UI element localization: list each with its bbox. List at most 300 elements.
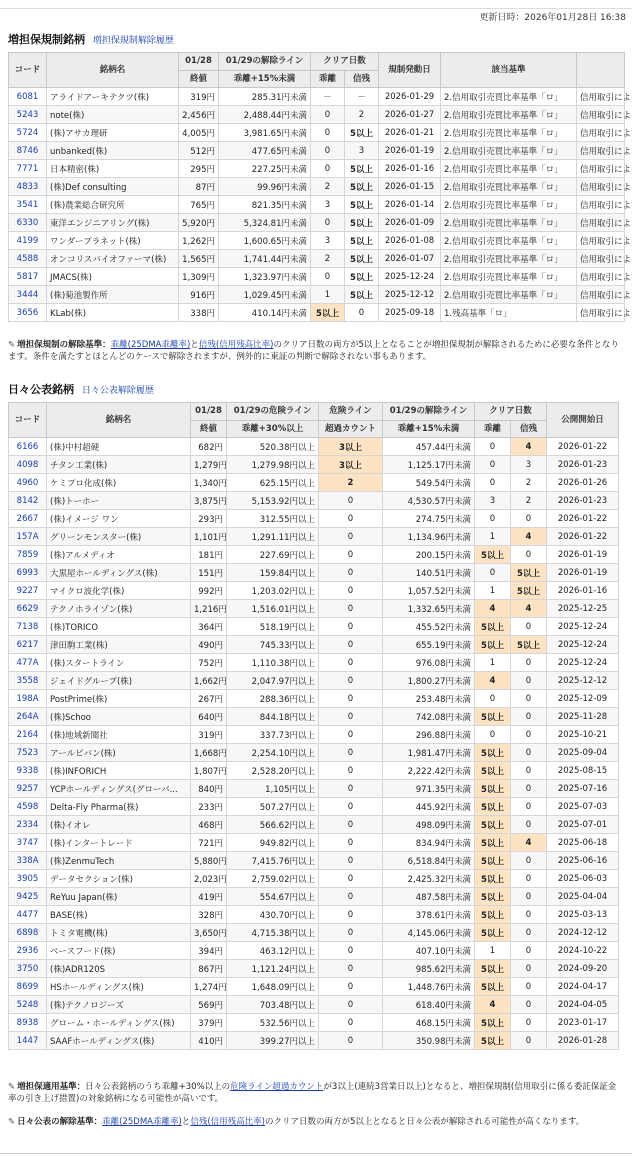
table-row (9, 510, 619, 528)
regulation-extra: 信用取引によ (577, 268, 625, 286)
clear-days-shinzan: 0 (511, 1032, 547, 1050)
clear-days-kairi: 5以上 (475, 816, 511, 834)
clear-days-kairi: 2 (311, 178, 345, 196)
stock-code-link[interactable]: 477A (9, 654, 47, 672)
table-row (9, 618, 619, 636)
publish-start-date: 2025-12-24 (547, 636, 619, 654)
clear-days-shinzan: 0 (511, 708, 547, 726)
stock-code-link[interactable]: 9257 (9, 780, 47, 798)
clear-days-shinzan: 4 (511, 528, 547, 546)
stock-name: note(株) (47, 106, 179, 124)
stock-code-link[interactable]: 2667 (9, 510, 47, 528)
daily-section-title (8, 381, 154, 397)
clear-days-kairi: 4 (475, 672, 511, 690)
stock-code-link[interactable]: 9425 (9, 888, 47, 906)
stock-name: (株)スタートライン (47, 654, 191, 672)
regulation-extra: 信用取引によ (577, 88, 625, 106)
table-row (9, 1014, 619, 1032)
col-count-cond: 超過カウント (319, 421, 383, 438)
clear-days-kairi: 0 (475, 510, 511, 528)
clear-days-kairi: 5以上 (475, 798, 511, 816)
danger-count: 0 (319, 600, 383, 618)
stock-name: ワンダープラネット(株) (47, 232, 179, 250)
danger-count: 0 (319, 708, 383, 726)
danger-line: 4,715.38円以上 (227, 924, 319, 942)
stock-code-link[interactable]: 7859 (9, 546, 47, 564)
release-line: 253.48円未満 (383, 690, 475, 708)
danger-count: 0 (319, 906, 383, 924)
col-start: 公開開始日 (547, 403, 619, 438)
clear-days-shinzan: 2 (511, 492, 547, 510)
clear-days-kairi: 0 (475, 564, 511, 582)
regulation-basis: 2.信用取引売買比率基準「ロ」 (441, 214, 577, 232)
stock-code-link[interactable]: 157A (9, 528, 47, 546)
stock-code-link[interactable]: 6217 (9, 636, 47, 654)
stock-code-link[interactable]: 5248 (9, 996, 47, 1014)
danger-count: 0 (319, 1032, 383, 1050)
table-row (9, 178, 625, 196)
regulation-basis: 2.信用取引売買比率基準「ロ」 (441, 268, 577, 286)
note2-link-kairi[interactable]: 乖離(25DMA乖離率) (102, 1117, 182, 1127)
clear-days-shinzan: 5以上 (345, 124, 379, 142)
publish-start-date: 2024-04-05 (547, 996, 619, 1014)
note-link-shinzan[interactable]: 信残(信用残高比率) (198, 340, 274, 350)
publish-start-date: 2026-01-22 (547, 510, 619, 528)
table-row (9, 1032, 619, 1050)
table-row (9, 870, 619, 888)
clear-days-kairi: 5以上 (475, 870, 511, 888)
close-price: 721円 (191, 834, 227, 852)
stock-code-link[interactable]: 5243 (9, 106, 47, 124)
release-line: 445.92円未満 (383, 798, 475, 816)
margin-table (8, 52, 632, 322)
publish-start-date: 2025-10-21 (547, 726, 619, 744)
regulation-extra: 信用取引によ (577, 286, 625, 304)
stock-code-link[interactable]: 4833 (9, 178, 47, 196)
clear-days-shinzan: － (345, 88, 379, 106)
clear-days-shinzan: 4 (511, 600, 547, 618)
col-release-cond: 乖離+15%未満 (383, 421, 475, 438)
note-link-kairi[interactable]: 乖離(25DMA乖離率) (110, 340, 191, 350)
publish-start-date: 2026-01-22 (547, 528, 619, 546)
stock-code-link[interactable]: 3656 (9, 304, 47, 322)
regulation-extra: 信用取引によ (577, 214, 625, 232)
clear-days-kairi: 0 (311, 160, 345, 178)
table-row (9, 564, 619, 582)
stock-code-link[interactable]: 2164 (9, 726, 47, 744)
clear-days-shinzan: 0 (511, 960, 547, 978)
clear-days-kairi: 5以上 (475, 906, 511, 924)
stock-name: (株)イオレ (47, 816, 191, 834)
release-line: 227.25円未満 (219, 160, 311, 178)
stock-code-link[interactable]: 8746 (9, 142, 47, 160)
clear-days-kairi: 5以上 (475, 744, 511, 762)
danger-count: 0 (319, 942, 383, 960)
stock-code-link[interactable]: 1447 (9, 1032, 47, 1050)
regulation-date: 2026-01-29 (379, 88, 441, 106)
clear-days-kairi: 5以上 (475, 978, 511, 996)
pencil-icon: ✎ (8, 1082, 16, 1092)
close-price: 3,650円 (191, 924, 227, 942)
clear-days-shinzan: 5以上 (511, 636, 547, 654)
clear-days-kairi: 3 (311, 196, 345, 214)
publish-start-date: 2026-01-19 (547, 564, 619, 582)
danger-line: 745.33円以上 (227, 636, 319, 654)
release-line: 742.08円未満 (383, 708, 475, 726)
table-row (9, 798, 619, 816)
danger-count: 3以上 (319, 438, 383, 456)
stock-name: 津田駒工業(株) (47, 636, 191, 654)
danger-line: 949.82円以上 (227, 834, 319, 852)
close-price: 1,101円 (191, 528, 227, 546)
stock-name: ジェイドグループ(株) (47, 672, 191, 690)
col-danger-line: 01/29の危険ライン (227, 403, 319, 421)
close-price: 1,216円 (191, 600, 227, 618)
col-clear-b: 信残 (511, 421, 547, 438)
regulation-date: 2026-01-15 (379, 178, 441, 196)
close-price: 267円 (191, 690, 227, 708)
stock-code-link[interactable]: 3747 (9, 834, 47, 852)
margin-release-note (8, 339, 624, 363)
danger-line: 2,254.10円以上 (227, 744, 319, 762)
clear-days-kairi: 1 (311, 286, 345, 304)
clear-days-kairi: 5以上 (475, 1032, 511, 1050)
stock-code-link[interactable]: 6993 (9, 564, 47, 582)
stock-name: (株)アルメディオ (47, 546, 191, 564)
stock-code-link[interactable]: 3541 (9, 196, 47, 214)
margin-title: 増担保規制銘柄 (8, 33, 85, 46)
table-row (9, 232, 625, 250)
regulation-date: 2026-01-07 (379, 250, 441, 268)
clear-days-kairi: 5以上 (475, 852, 511, 870)
table-row (9, 88, 625, 106)
stock-name: (株)ZenmuTech (47, 852, 191, 870)
danger-count: 0 (319, 888, 383, 906)
publish-start-date: 2025-07-16 (547, 780, 619, 798)
publish-start-date: 2025-04-04 (547, 888, 619, 906)
clear-days-shinzan: 0 (511, 888, 547, 906)
close-price: 151円 (191, 564, 227, 582)
table-row (9, 214, 625, 232)
note1-text-b: が3以上(連続3営業日以上)となると、増担保規制(信用取引に係る委託保証金率の引き上げ措置)の対象銘柄になる可能性が高いです。 (8, 1082, 617, 1104)
stock-code-link[interactable]: 8699 (9, 978, 47, 996)
table-row (9, 286, 625, 304)
stock-name: (株)テクノロジーズ (47, 996, 191, 1014)
publish-start-date: 2026-01-26 (547, 474, 619, 492)
stock-code-link[interactable]: 4477 (9, 906, 47, 924)
table-row (9, 582, 619, 600)
col-release-line: 01/29の解除ライン (383, 403, 475, 421)
publish-start-date: 2025-12-09 (547, 690, 619, 708)
stock-code-link[interactable]: 9227 (9, 582, 47, 600)
daily-release-note (8, 1116, 624, 1128)
regulation-date: 2025-12-24 (379, 268, 441, 286)
close-price: 2,023円 (191, 870, 227, 888)
stock-name: ベースフード(株) (47, 942, 191, 960)
publish-start-date: 2025-06-03 (547, 870, 619, 888)
danger-line: 430.70円以上 (227, 906, 319, 924)
release-line: 1,029.45円未満 (219, 286, 311, 304)
regulation-extra: 信用取引によ (577, 250, 625, 268)
release-line: 378.61円未満 (383, 906, 475, 924)
close-price: 181円 (191, 546, 227, 564)
col-danger-count: 危険ライン (319, 403, 383, 421)
close-price: 840円 (191, 780, 227, 798)
regulation-extra: 信用取引によ (577, 106, 625, 124)
release-line: 1,741.44円未満 (219, 250, 311, 268)
stock-name: YCPホールディングス(グローバ... (47, 780, 191, 798)
publish-start-date: 2025-12-12 (547, 672, 619, 690)
danger-count: 0 (319, 618, 383, 636)
close-price: 319円 (179, 88, 219, 106)
close-price: 867円 (191, 960, 227, 978)
danger-line: 2,528.20円以上 (227, 762, 319, 780)
close-price: 1,662円 (191, 672, 227, 690)
publish-start-date: 2024-04-17 (547, 978, 619, 996)
daily-table (8, 402, 619, 1050)
danger-count: 0 (319, 762, 383, 780)
publish-start-date: 2026-01-19 (547, 546, 619, 564)
clear-days-kairi: 5以上 (311, 304, 345, 322)
stock-code-link[interactable]: 7138 (9, 618, 47, 636)
clear-days-shinzan: 0 (511, 906, 547, 924)
close-price: 1,279円 (191, 456, 227, 474)
table-row (9, 268, 625, 286)
clear-days-shinzan: 0 (511, 654, 547, 672)
stock-code-link[interactable]: 4199 (9, 232, 47, 250)
publish-start-date: 2026-01-22 (547, 438, 619, 456)
stock-code-link[interactable]: 3750 (9, 960, 47, 978)
stock-code-link[interactable]: 6081 (9, 88, 47, 106)
clear-days-shinzan: 0 (511, 672, 547, 690)
stock-code-link[interactable]: 8938 (9, 1014, 47, 1032)
col-danger-cond: 乖離+30%以上 (227, 421, 319, 438)
clear-days-shinzan: 0 (511, 870, 547, 888)
danger-line: 337.73円以上 (227, 726, 319, 744)
note2-mid: と (181, 1117, 191, 1127)
clear-days-shinzan: 0 (511, 744, 547, 762)
stock-name: チタン工業(株) (47, 456, 191, 474)
stock-code-link[interactable]: 4960 (9, 474, 47, 492)
publish-start-date: 2024-10-22 (547, 942, 619, 960)
stock-code-link[interactable]: 6629 (9, 600, 47, 618)
close-price: 1,262円 (179, 232, 219, 250)
stock-name: (株)中村超硬 (47, 438, 191, 456)
release-line: 821.35円未満 (219, 196, 311, 214)
danger-line: 532.56円以上 (227, 1014, 319, 1032)
danger-line: 507.27円以上 (227, 798, 319, 816)
clear-days-kairi: 2 (311, 250, 345, 268)
clear-days-shinzan: 0 (511, 996, 547, 1014)
close-price: 419円 (191, 888, 227, 906)
clear-days-shinzan: 5以上 (511, 582, 547, 600)
clear-days-kairi: 4 (475, 996, 511, 1014)
clear-days-kairi: 5以上 (475, 708, 511, 726)
note-label: 増担保規制の解除基準： (17, 340, 111, 350)
danger-count: 0 (319, 510, 383, 528)
stock-name: Delta-Fly Pharma(株) (47, 798, 191, 816)
stock-name: 日本精密(株) (47, 160, 179, 178)
clear-days-kairi: 0 (475, 690, 511, 708)
release-line: 1,800.27円未満 (383, 672, 475, 690)
table-row (9, 978, 619, 996)
stock-code-link[interactable]: 2334 (9, 816, 47, 834)
stock-code-link[interactable]: 3444 (9, 286, 47, 304)
stock-code-link[interactable]: 5817 (9, 268, 47, 286)
clear-days-kairi: 5以上 (475, 546, 511, 564)
clear-days-shinzan: 0 (511, 978, 547, 996)
table-row (9, 250, 625, 268)
release-line: 1,981.47円未満 (383, 744, 475, 762)
close-price: 640円 (191, 708, 227, 726)
stock-name: unbanked(株) (47, 142, 179, 160)
stock-code-link[interactable]: 6330 (9, 214, 47, 232)
stock-code-link[interactable]: 4098 (9, 456, 47, 474)
danger-count: 0 (319, 852, 383, 870)
danger-count: 0 (319, 834, 383, 852)
danger-count: 0 (319, 870, 383, 888)
release-line: 487.58円未満 (383, 888, 475, 906)
stock-code-link[interactable]: 7771 (9, 160, 47, 178)
note2-link-shinzan[interactable]: 信残(信用残高比率) (190, 1117, 265, 1127)
danger-line: 518.19円以上 (227, 618, 319, 636)
col-release-cond: 乖離+15%未満 (219, 71, 311, 88)
stock-code-link[interactable]: 6166 (9, 438, 47, 456)
release-line: 140.51円未満 (383, 564, 475, 582)
table-row (9, 924, 619, 942)
close-price: 319円 (191, 726, 227, 744)
clear-days-kairi: 1 (475, 942, 511, 960)
clear-days-shinzan: 3 (511, 456, 547, 474)
clear-days-shinzan: 0 (511, 1014, 547, 1032)
margin-history-link[interactable]: 増担保規制解除履歴 (92, 36, 174, 46)
stock-name: (株)INFORICH (47, 762, 191, 780)
stock-code-link[interactable]: 2936 (9, 942, 47, 960)
col-price-close: 終値 (179, 71, 219, 88)
clear-days-shinzan: 4 (511, 438, 547, 456)
note-mid: と (190, 340, 199, 350)
clear-days-kairi: 1 (475, 654, 511, 672)
close-price: 1,274円 (191, 978, 227, 996)
stock-name: ケミプロ化成(株) (47, 474, 191, 492)
col-name: 銘柄名 (47, 53, 179, 88)
release-line: 410.14円未満 (219, 304, 311, 322)
stock-code-link[interactable]: 198A (9, 690, 47, 708)
close-price: 569円 (191, 996, 227, 1014)
danger-line: 1,203.02円以上 (227, 582, 319, 600)
danger-line: 554.67円以上 (227, 888, 319, 906)
margin-section-title (8, 31, 174, 47)
release-line: 99.96円未満 (219, 178, 311, 196)
danger-count: 0 (319, 996, 383, 1014)
daily-history-link[interactable]: 日々公表解除履歴 (81, 386, 154, 396)
table-row (9, 636, 619, 654)
regulation-extra: 信用取引によ (577, 124, 625, 142)
clear-days-kairi: 5以上 (475, 618, 511, 636)
clear-days-kairi: 5以上 (475, 780, 511, 798)
table-row (9, 726, 619, 744)
clear-days-shinzan: 5以上 (511, 564, 547, 582)
danger-line: 520.38円以上 (227, 438, 319, 456)
publish-start-date: 2025-09-04 (547, 744, 619, 762)
regulation-basis: 2.信用取引売買比率基準「ロ」 (441, 160, 577, 178)
clear-days-kairi: 5以上 (475, 636, 511, 654)
stock-code-link[interactable]: 6898 (9, 924, 47, 942)
stock-code-link[interactable]: 9338 (9, 762, 47, 780)
clear-days-shinzan: 0 (511, 690, 547, 708)
publish-start-date: 2026-01-16 (547, 582, 619, 600)
stock-code-link[interactable]: 3558 (9, 672, 47, 690)
clear-days-kairi: 3 (475, 492, 511, 510)
release-line: 2,488.44円未満 (219, 106, 311, 124)
release-line: 4,145.06円未満 (383, 924, 475, 942)
clear-days-kairi: 1 (475, 528, 511, 546)
stock-name: (株)アサカ理研 (47, 124, 179, 142)
updated-timestamp: 更新日時：2026年01月28日 16:38 (479, 13, 626, 23)
clear-days-kairi: 5以上 (475, 924, 511, 942)
release-line: 296.88円未満 (383, 726, 475, 744)
clear-days-kairi: 0 (311, 124, 345, 142)
clear-days-shinzan: 0 (511, 798, 547, 816)
stock-name: (株)地域新聞社 (47, 726, 191, 744)
close-price: 1,668円 (191, 744, 227, 762)
close-price: 2,456円 (179, 106, 219, 124)
clear-days-kairi: 0 (475, 438, 511, 456)
stock-code-link[interactable]: 5724 (9, 124, 47, 142)
stock-code-link[interactable]: 7523 (9, 744, 47, 762)
danger-count: 0 (319, 1014, 383, 1032)
danger-line: 7,415.76円以上 (227, 852, 319, 870)
danger-line: 703.48円以上 (227, 996, 319, 1014)
release-line: 274.75円未満 (383, 510, 475, 528)
stock-name: オンコリスバイオファーマ(株) (47, 250, 179, 268)
regulation-date: 2026-01-08 (379, 232, 441, 250)
stock-code-link[interactable]: 264A (9, 708, 47, 726)
close-price: 4,005円 (179, 124, 219, 142)
stock-code-link[interactable]: 3905 (9, 870, 47, 888)
stock-code-link[interactable]: 8142 (9, 492, 47, 510)
regulation-basis: 2.信用取引売買比率基準「ロ」 (441, 286, 577, 304)
regulation-date: 2025-09-18 (379, 304, 441, 322)
release-line: 498.09円未満 (383, 816, 475, 834)
close-price: 293円 (191, 510, 227, 528)
stock-code-link[interactable]: 4588 (9, 250, 47, 268)
regulation-basis: 2.信用取引売買比率基準「ロ」 (441, 88, 577, 106)
stock-name: (株)ADR120S (47, 960, 191, 978)
table-row (9, 996, 619, 1014)
publish-start-date: 2026-01-23 (547, 456, 619, 474)
table-row (9, 888, 619, 906)
publish-start-date: 2024-09-20 (547, 960, 619, 978)
close-price: 468円 (191, 816, 227, 834)
regulation-date: 2026-01-16 (379, 160, 441, 178)
table-row (9, 528, 619, 546)
note1-link-count[interactable]: 危険ライン超過カウント (230, 1082, 324, 1092)
stock-name: (株)インタートレード (47, 834, 191, 852)
release-line: 1,057.52円未満 (383, 582, 475, 600)
clear-days-shinzan: 2 (511, 474, 547, 492)
stock-code-link[interactable]: 4598 (9, 798, 47, 816)
stock-name: (株)Schoo (47, 708, 191, 726)
clear-days-shinzan: 0 (511, 510, 547, 528)
clear-days-kairi: 0 (311, 142, 345, 160)
clear-days-kairi: － (311, 88, 345, 106)
release-line: 1,448.76円未満 (383, 978, 475, 996)
close-price: 87円 (179, 178, 219, 196)
close-price: 1,340円 (191, 474, 227, 492)
stock-code-link[interactable]: 338A (9, 852, 47, 870)
clear-days-shinzan: 5以上 (345, 178, 379, 196)
